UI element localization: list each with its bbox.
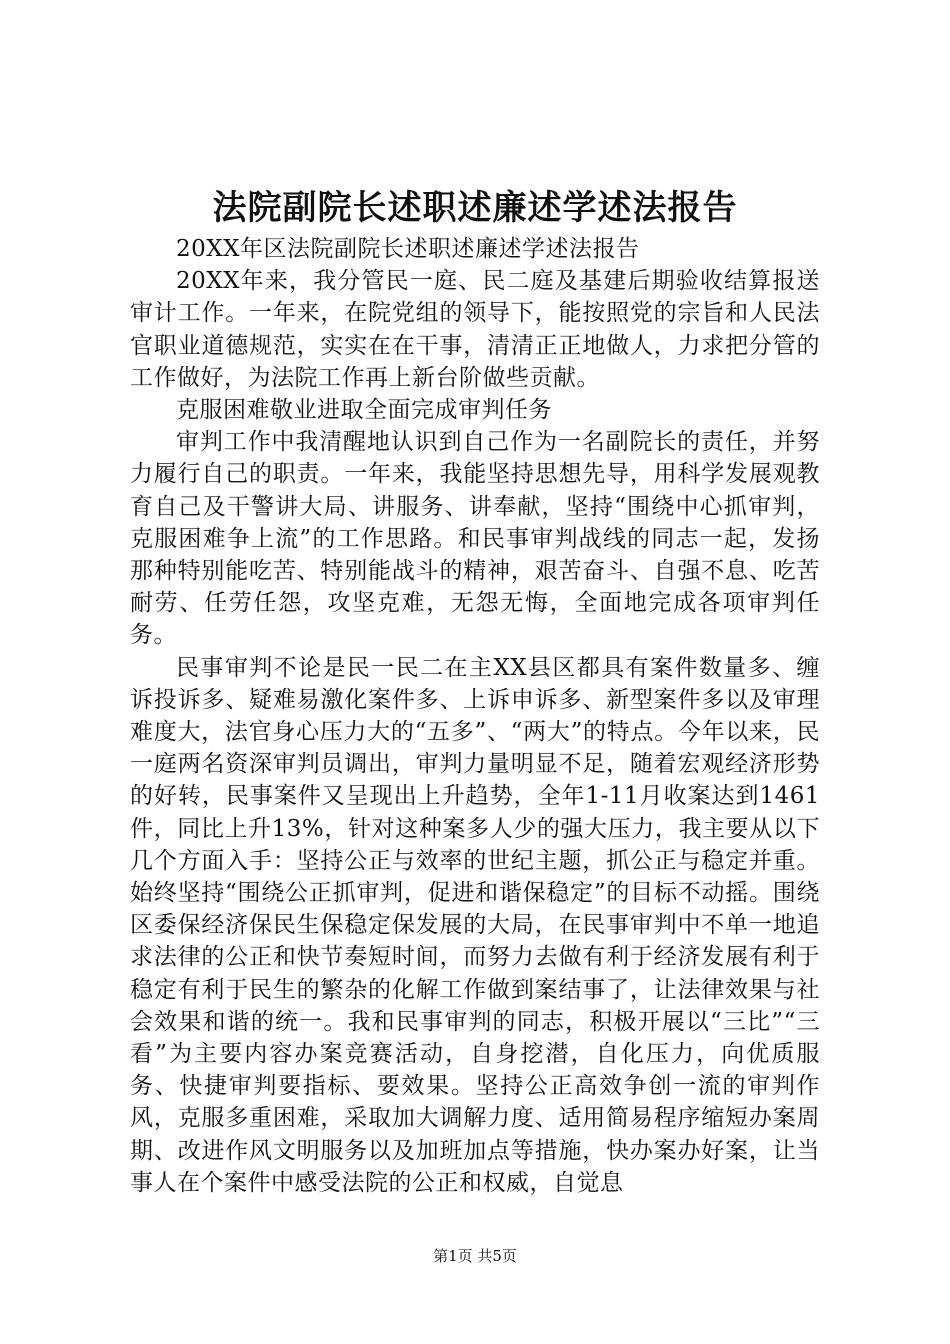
document-title: 法院副院长述职述廉述学述法报告 xyxy=(212,188,738,228)
body-paragraph: 民事审判不论是民一民二在主XX县区都具有案件数量多、缠诉投诉多、疑难易激化案件多、上诉申诉多、新型案件多以及审理难度大，法官身心压力大的“五多”、“两大”的特点。今年以来，民一庭两名资深审判员调出，审判力量明显不足，随着宏观经济形势的好转，民事案件又呈现出上升趋势，全年1-11月收案达到1461件，同比上升13%，针对这种案多人少的强大压力，我主要从以下几个方面入手：坚持公正与效率的世纪主题，抓公正与稳定并重。始终坚持“围绕公正抓审判，促进和谐保稳定”的目标不动摇。围绕区委保经济保民生保稳定保发展的大局，在民事审判中不单一地追求法律的公正和快节奏短时间，而努力去做有利于经济发展有利于稳定有利于民生的繁杂的化解工作做到案结事了，让法律效果与社会效果和谐的统一。我和民事审判的同志，积极开展以“三比”“三看”为主要内容办案竞赛活动，自身挖潜，自化压力，向优质服务、快捷审判要指标、要效果。坚持公正高效争创一流的审判作风，克服多重困难，采取加大调解力度、适用简易程序缩短办案周期、改进作风文明服务以及加班加点等措施，快办案办好案，让当事人在个案件中感受法院的公正和权威，自觉息 xyxy=(130,654,820,1196)
document-body xyxy=(130,233,820,1199)
subtitle-paragraph: 20XX年区法院副院长述职述廉述学述法报告 xyxy=(176,236,640,262)
body-paragraph: 审判工作中我清醒地认识到自己作为一名副院长的责任，并努力履行自己的职责。一年来，我能坚持思想先导，用科学发展观教育自己及干警讲大局、讲服务、讲奉献，坚持“围绕中心抓审判，克服困难争上流”的工作思路。和民事审判战线的同志一起，发扬那种特别能吃苦、特别能战斗的精神，艰苦奋斗、自强不息、吃苦耐劳、任劳任怨，攻坚克难，无怨无悔，全面地完成各项审判任务。 xyxy=(130,429,820,649)
section-heading: 克服困难敬业进取全面完成审判任务 xyxy=(176,397,552,424)
page-footer: 第1页 共5页 xyxy=(433,1247,517,1265)
intro-paragraph: 20XX年来，我分管民一庭、民二庭及基建后期验收结算报送审计工作。一年来，在院党组的领导下，能按照党的宗旨和人民法官职业道德规范，实实在在干事，清清正正地做人，力求把分管的工作做好，为法院工作再上新台阶做些贡献。 xyxy=(130,268,820,391)
